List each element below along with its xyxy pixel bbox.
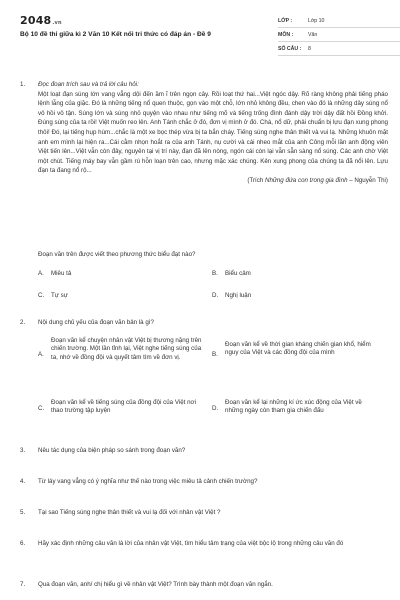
meta-value: Lớp 10 xyxy=(308,18,325,24)
question-number: 4. xyxy=(20,478,26,485)
question-prompt: Nêu tác dụng của biện pháp so sánh trong đoạn văn? xyxy=(38,447,186,454)
option-label: C. xyxy=(38,405,45,412)
source-prefix: (Trích xyxy=(247,176,266,184)
site-logo[interactable] xyxy=(20,14,62,27)
question-number: 2. xyxy=(20,319,26,326)
meta-row-class xyxy=(278,14,400,28)
option-label: D. xyxy=(212,292,219,299)
option-label: A. xyxy=(38,270,44,277)
question-prompt: Tại sao Tiếng súng nghe thân thiết và vui lạ đối với nhân vật Việt ? xyxy=(38,509,221,516)
question-prompt: Qua đoạn văn, anh/ chị hiểu gì về nhân vật Việt? Trình bày thành một đoạn văn ngắn. xyxy=(38,581,273,588)
option-text: Đoạn văn kể về tiếng súng của đồng đội của Việt nơi thao trường tập luyện xyxy=(51,399,196,415)
logo-number: 2048 xyxy=(20,14,52,27)
question-number: 7. xyxy=(20,581,26,588)
meta-table xyxy=(278,14,400,56)
question-prompt: Nội dung chủ yếu của đoạn văn bản là gì? xyxy=(38,319,154,326)
source-work: Những đứa con trong gia đình xyxy=(265,176,348,184)
reading-passage: Một loạt đạn súng lớn vang vẳng dội đến ầm ĩ trên ngọn cây. Rồi loạt thứ hai...Việt ngóc dậy. Rõ ràng không phải tiếng pháo lệnh lẫng của giặc. Đó là những tiếng nổ quen thuộc, gọn vào một chỗ, lớn nhỏ không đều, chen vào đó là những dây súng nổ vô hồi vô tận. Súng lớn và súng nhỏ quyện vào nhau như tiếng mõ và tiếng trống đình đánh dậy trời dậy đất hồi Đồng khởi. Đúng súng của ta rồi! Việt muốn reo lên. Anh Tánh chắc ở đó, đơn vị mình ở đó. Chà, nổ dữ, phải chuẩn bị lựu đạn xung phong thôi! Đó, lại tiếng hụp hùm...chắc là một xe bọc thép vừa bị ta bắn cháy. Tiếng súng nghe thân thiết và vui lạ. Những khuôn mặt anh em mình lại hiện ra...Cái cằm nhọn hoắt ra của anh Tánh, nụ cười và cái nheo mắt của anh Công mỗi lần anh động viên Việt tiến lên...Việt vẫn còn đây, nguyên tại vị trí này, đạn đã lên nòng, ngón cái còn lại vẫn sẵn sàng nổ súng. Các anh chờ Việt một chút. Tiếng máy bay vẫn gầm rú hỗn loạn trên cao, nhưng mặc xác chúng. Kẻn xung phong của chúng ta đã nổi lên. Lựu đạn ta đang nổ rộ... xyxy=(38,90,388,175)
meta-row-subject xyxy=(278,28,400,42)
question-number: 1. xyxy=(20,81,26,88)
meta-key: MÔN : xyxy=(278,32,294,38)
question-number: 5. xyxy=(20,509,26,516)
option-text: Đoạn văn kể chuyện nhân vật Việt bị thương nặng trên chiến trường. Một lần tỉnh lại, Việt nghe tiếng súng của ta, nhớ về đồng đội và quyết tâm tìm về đơn vị. xyxy=(51,337,202,361)
option-label: B. xyxy=(212,351,218,358)
question-number: 6. xyxy=(20,540,26,547)
option-label: B. xyxy=(212,270,218,277)
logo-suffix: .vn xyxy=(52,20,62,26)
option-text: Miêu tả xyxy=(51,270,72,277)
meta-row-count xyxy=(278,42,400,56)
option-text: Đoạn văn kể lại những kí ức xúc động của Việt về những ngày còn tham gia chiến đấu xyxy=(225,399,362,415)
option-text: Nghị luận xyxy=(225,292,252,299)
header xyxy=(20,14,386,66)
meta-value: Văn xyxy=(308,32,318,38)
option-text: Tự sự xyxy=(51,292,68,299)
option-text: Đoạn văn kể về thời gian kháng chiến gian khổ, hiểm nguy của Việt và các đồng đội của mình xyxy=(225,341,371,357)
question-prompt: Hãy xác định những câu văn là lời của nhân vật Việt, tìm hiểu tâm trạng của việt bộc lộ trong những câu văn đó xyxy=(38,540,344,547)
meta-key: SỐ CÂU : xyxy=(278,46,302,52)
question-body xyxy=(38,80,388,186)
question-prompt: Đoạn văn trên được viết theo phương thức biểu đạt nào? xyxy=(38,251,196,258)
passage-instruction: Đọc đoạn trích sau và trả lời câu hỏi: xyxy=(38,81,139,88)
question-number: 3. xyxy=(20,447,26,454)
meta-key: LỚP : xyxy=(278,18,293,24)
option-text: Biểu cảm xyxy=(225,270,251,277)
question-prompt: Từ láy vang vẳng có ý nghĩa như thế nào trong việc miêu tả cảnh chiến trường? xyxy=(38,478,258,485)
option-label: C. xyxy=(38,292,45,299)
option-label: D. xyxy=(212,405,219,412)
page-title: Bộ 10 đề thi giữa kì 2 Văn 10 Kết nối tri thức có đáp án - Đề 9 xyxy=(20,31,211,38)
option-label: A. xyxy=(38,351,44,358)
meta-value: 8 xyxy=(308,46,311,52)
passage-source xyxy=(38,176,388,186)
source-suffix: – Nguyễn Thi) xyxy=(347,176,388,184)
